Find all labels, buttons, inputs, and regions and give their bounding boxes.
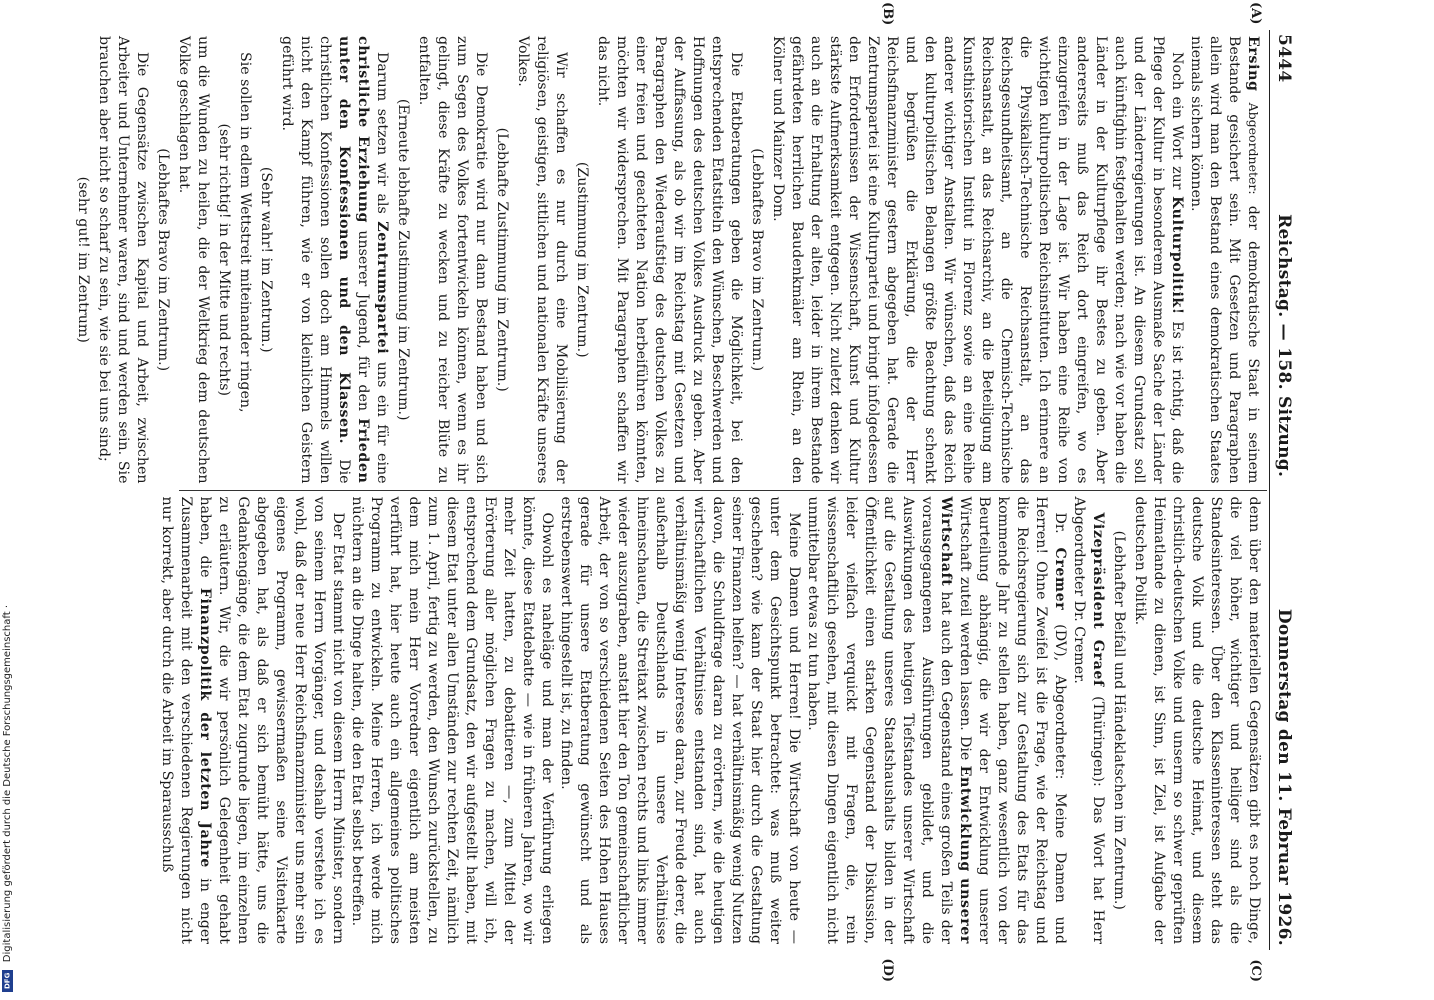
speaker-name: Cremer	[1052, 547, 1068, 611]
right-paragraph: Dr. Cremer (DV), Abgeordneter: Meine Damen und Herren! Ohne Zweifel ist die Frage, wie der Reichstag und die Reichsregierung sich zur Gestaltung des Etats für das kommende Jahr zu stellen haben, ganz wesentlich von der Beurteilung abhängig, die wir der Entwicklung unserer Wirtschaft zuteil werden lassen. Die Entwicklung unserer Wirtschaft hat auch den Gegenstand eines großen Teils der vorausgegangenen Ausführungen gebildet, und die Auswirkungen des heutigen Tiefstandes unserer Wirtschaft auf die Gestaltung unseres Staatshaushalts bilden in der Öffentlichkeit einen starken Gegenstand der Diskussion, leider vielfach verquickt mit Fragen, die, rein wissenschaftlich gesehen, mit diesen Dingen eigentlich nicht unmittelbar etwas zu tun haben.	[805, 496, 1068, 944]
margin-mark-d: (D)	[880, 958, 895, 982]
stage-direction: (Lebhafte Zustimmung im Zentrum.)	[494, 127, 510, 392]
left-paragraph: Noch ein Wort zur Kulturpolitik! Es ist richtig, daß die Pflege der Kultur in besonderem Ausmaße Sache der Länder und der Länderregierungen ist. An diesem Grundsatz soll auch künftighin festgehalten werden; nach wie vor haben die Länder in der Kulturpflege ihr Bestes zu geben. Aber andererseits muß das Reich dort eingreifen, wo es einzugreifen in der Lage ist. Wir haben eine Reihe von wichtigen kulturpolitischen Reichsinstituten. Ich erinnere an die Physikalisch-Technische Reichsanstalt, an das Reichsgesundheitsamt, an die Chemisch-Technische Reichsanstalt, an das Reichsarchiv, an die Beteiligung am Kunsthistorischen Institut in Florenz sowie an eine Reihe anderer wichtiger Anstalten. Wir wünschen, daß das Reich den kulturpolitischen Belangen größte Beachtung schenkt und begrüßen die Erklärung, die der Herr Reichsfinanzminister gestern abgegeben hat. Gerade die Zentrumspartei ist eine Kulturpartei und bringt infolgedessen den Erfordernissen der Wissenschaft, Kunst und Kultur stärkste Aufmerksamkeit entgegen. Nicht zuletzt denken wir auch an die Erhaltung der alten, leider in ihrem Bestande gefährdeten herrlichen Baudenkmäler am Rhein, an den Kölner und Mainzer Dom.	[770, 36, 1185, 484]
credit-sidebar	[0, 0, 14, 1000]
stage-direction: (sehr gut! im Zentrum)	[75, 176, 91, 343]
stage-direction: (Erneute lebhafte Zustimmung im Zentrum.)	[395, 98, 411, 421]
session-title: Reichstag. — 158. Sitzung.	[1274, 214, 1294, 478]
page-header	[1269, 30, 1294, 950]
right-paragraph: Obwohl es naheläge und man der Verführung erliegen könnte, diese Etatdebatte — wie in früheren Jahren, wo wir mehr Zeit hatten, zu debattieren —, zum Mittel der Erörterung aller möglichen Fragen zu machen, will ich, entsprechend dem Grundsatz, den wir aufgestellt haben, mit diesem Etat unter allen Umständen zur rechten Zeit, nämlich zum 1. April, fertig zu werden, den Wunsch zurückstellen, zu dem mich mein Herr Vorredner eigentlich am meisten verführt hat, hier heute auch ein allgemeines politisches Programm zu entwickeln. Meine Herren, ich werde mich nüchtern an die Dinge halten, die den Etat selbst betreffen.	[349, 496, 555, 944]
stage-direction: (Lebhaftes Bravo im Zentrum.)	[155, 148, 171, 372]
stage-direction: (Lebhafter Beifall und Händeklatschen im Zentrum.)	[1111, 530, 1127, 910]
left-paragraph: Darum setzen wir als Zentrumspartei uns ein für eine christliche Erziehung unserer Jugend, für den Frieden unter den Konfessionen und den Klassen. Die christlichen Konfessionen sollen doch am Himmels willen nicht den Kampf führen, wie er von kleinlichen Geistern geführt wird.	[279, 36, 390, 484]
speaker-name: Vizepräsident Graef	[1090, 512, 1106, 687]
left-column	[75, 2, 1269, 490]
left-paragraph: Die Demokratie wird nur dann Bestand haben und sich zum Segen des Volkes fortentwickeln können, wenn es ihr gelingt, diese Kräfte zu wecken und zu reicher Blüte zu entfalten.	[416, 36, 489, 484]
left-paragraph: Sie sollen in edlem Wettstreit miteinander ringen,	[237, 52, 253, 413]
session-date: Donnerstag den 11. Februar 1926.	[1274, 608, 1294, 946]
stage-direction: (Zustimmung im Zentrum.)	[574, 161, 590, 358]
margin-mark-c: (C)	[1248, 959, 1263, 982]
left-paragraph: Ersing Abgeordneter: der demokratische Staat in seinem Bestande gesichert sein. Mit Gesetzen und Paragraphen allein wird man den Bestand eines demokratischen Staates niemals sichern können.	[1188, 36, 1261, 484]
left-paragraph: Die Etatberatungen geben die Möglichkeit, bei den entsprechenden Etatstiteln den Wünschen, Beschwerden und Hoffnungen des deutschen Volkes Ausdruck zu geben. Aber der Auffassung, als ob wir im Reichstag mit Gesetzen und Paragraphen den Wiederaufstieg des deutschen Volkes zu einer freien und geachteten Nation herbeiführen könnten, möchten wir widersprechen. Mit Paragraphen schaffen wir das nicht.	[595, 36, 744, 484]
right-paragraph: denn über den materiellen Gegensätzen gibt es noch Dinge, die viel höher, wichtiger und heiliger sind als die Standesinteressen. Über den Klasseninteressen steht das deutsche Volk und die deutsche Heimat, und diesem christlich-deutschen Volke und unserm so schwer geprüften Heimatlande zu dienen, ist Sinn, ist Ziel, ist Aufgabe der deutschen Politik.	[1132, 496, 1262, 944]
left-paragraph: Die Gegensätze zwischen Kapital und Arbeit, zwischen Arbeiter und Unternehmer waren, sind und werden sein. Sie brauchen aber nicht so scharf zu sein, wie sie bei uns sind;	[96, 36, 150, 484]
speaker-name: Ersing	[1245, 36, 1261, 92]
margin-mark-b: (B)	[880, 2, 895, 26]
dfg-logo-icon: DFG	[2, 970, 13, 992]
right-paragraph: Der Etat stammt nicht von diesem Herrn Minister, sondern von seinem Herrn Vorgänger, und deshalb verstehe ich es wohl, daß der neue Herr Reichsfinanzminister uns mehr sein eigenes Programm, gewissermaßen seine Visitenkarte abgegeben hat, als daß er sich bemüht hätte, uns die Gedankengänge, die dem Etat zugrunde liegen, im einzelnen zu erläutern. Wir, die wir persönlich Gelegenheit gehabt haben, die Finanzpolitik der letzten Jahre in enger Zusammenarbeit mit den verschiedenen Regierungen nicht nur korrekt, aber durch die Arbeit im Sparausschuß	[159, 496, 346, 944]
right-paragraph: Meine Damen und Herren! Die Wirtschaft von heute — unter dem Gesichtspunkt betrachtet: was muß weiter geschehen? wie kann der Staat hier durch die Gestaltung seiner Finanzen helfen? — hat verhältnismäßig wenig Nutzen davon, die Schuldfrage daran zu erörtern, wie die heutigen wirtschaftlichen Verhältnisse entstanden sind, hat auch verhältnismäßig wenig Interesse daran, zur Freude derer, die außerhalb Deutschlands in unsere Verhältnisse hineinschauen, die Streitaxt zwischen rechts und links immer wieder auszugraben, anstatt hier den Ton gemeinschaftlicher Arbeit, der von so verschiedenen Seiten des Hohen Hauses gerade für unsere Etatberatung gewünscht und als erstrebenswert hingestellt ist, zu finden.	[558, 496, 802, 944]
speaker-role: Abgeordneter:	[1246, 102, 1261, 195]
rotated-page-scan	[75, 0, 1306, 1000]
page-number: 5444	[1274, 34, 1294, 83]
right-paragraph: Vizepräsident Graef (Thüringen): Das Wort hat Herr Abgeordneter Dr. Cremer.	[1071, 496, 1106, 944]
left-paragraph: um die Wunden zu heilen, die der Weltkrieg dem deutschen Volke geschlagen hat.	[176, 36, 211, 484]
right-column	[159, 491, 1269, 982]
stage-direction: (sehr richtig! in der Mitte und rechts)	[216, 123, 232, 397]
stage-direction: (Sehr wahr! im Zentrum.)	[258, 166, 274, 353]
stage-direction: (Lebhaftes Bravo im Zentrum.)	[749, 148, 765, 372]
left-paragraph: Wir schaffen es nur durch eine Mobilisierung der religiösen, geistigen, sittlichen und nationalen Kräfte unseres Volkes.	[515, 36, 569, 484]
funding-credit: Digitalisierung gefördert durch die Deutsche Forschungsgemeinschaft ·	[1, 604, 13, 962]
margin-mark-a: (A)	[1248, 2, 1263, 25]
